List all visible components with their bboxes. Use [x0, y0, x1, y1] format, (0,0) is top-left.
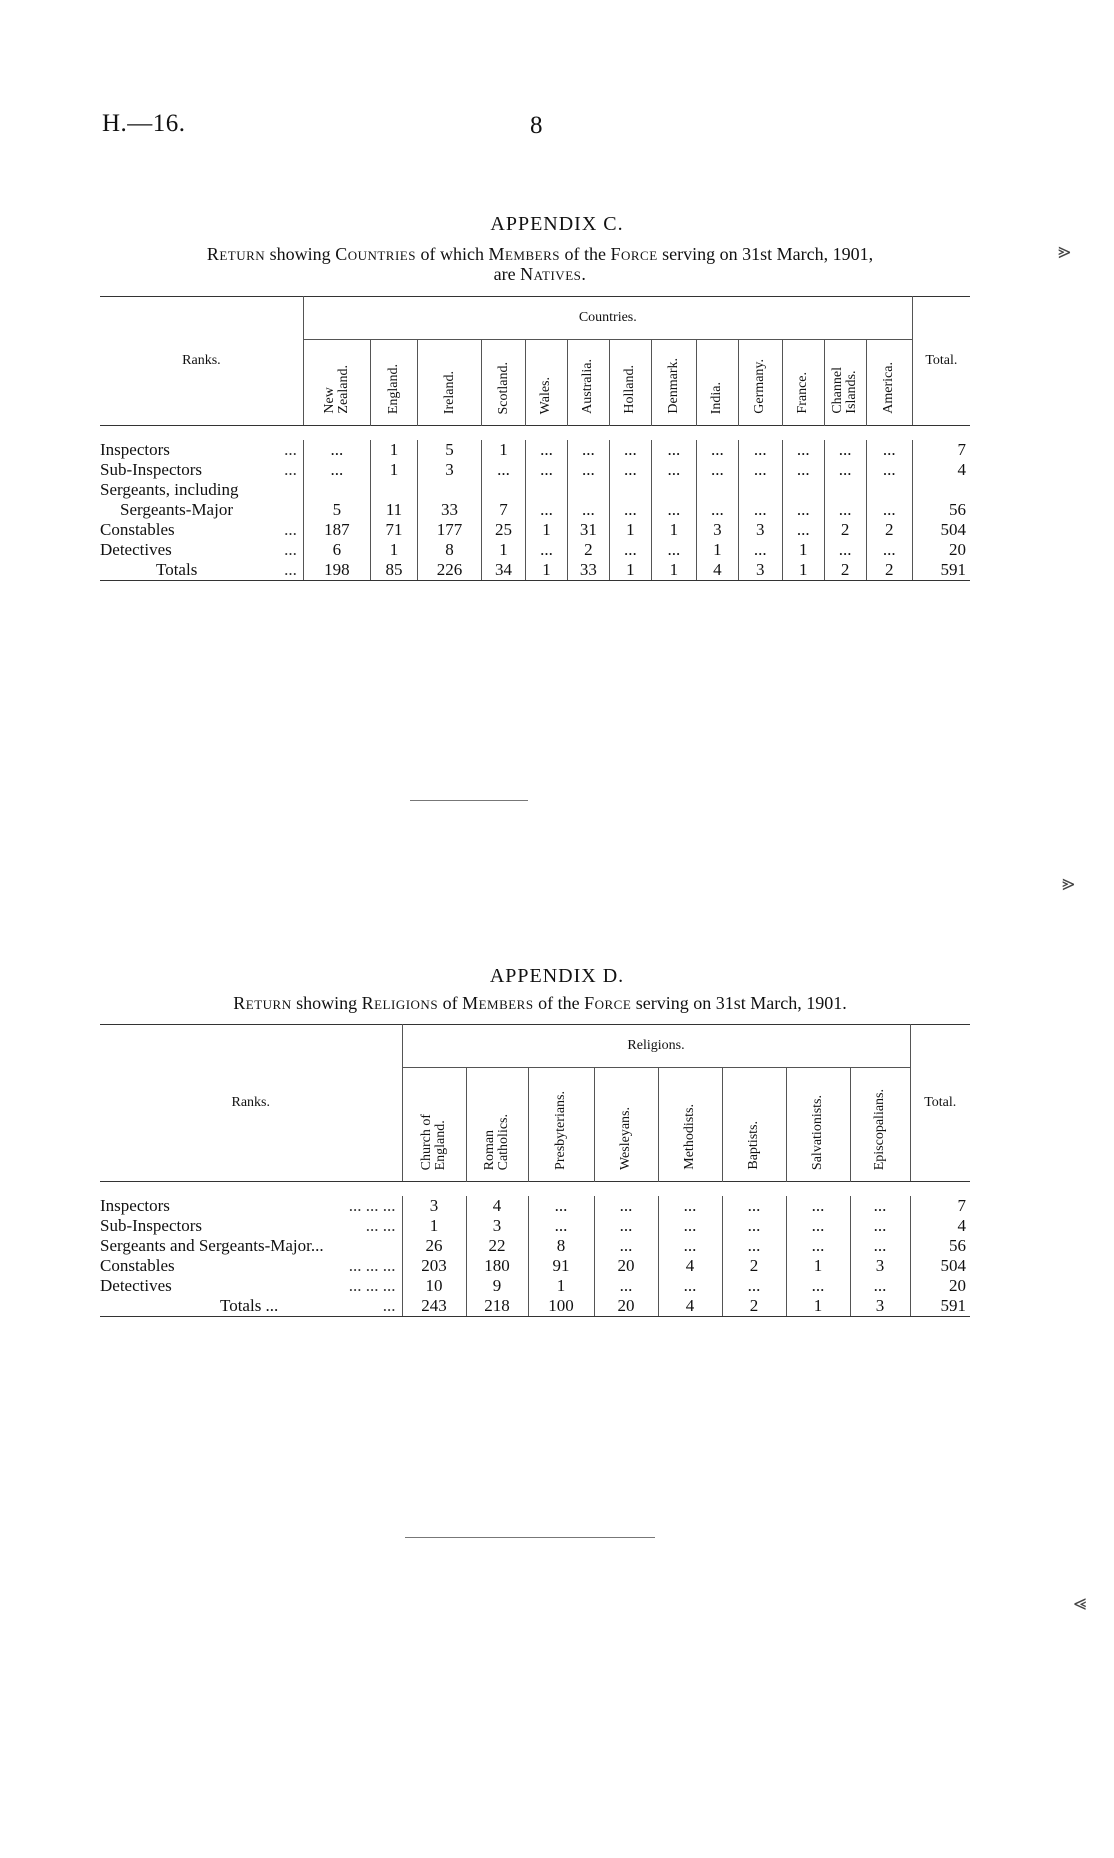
- subtitle-word: Members: [462, 993, 534, 1013]
- subtitle-word: of the: [560, 244, 611, 264]
- table-row: [100, 1256, 970, 1276]
- table-cell: ...: [738, 460, 782, 480]
- table-cell: ...: [651, 480, 696, 520]
- column-header: [303, 340, 370, 426]
- table-cell: 3: [696, 520, 738, 540]
- table-cell: ...: [738, 540, 782, 560]
- row-total-cell: 7: [912, 440, 970, 460]
- leader-dots: ...: [284, 440, 297, 459]
- table-row: [100, 540, 970, 560]
- table-cell: ...: [786, 1276, 850, 1296]
- column-header-label: Wesleyans.: [618, 1106, 633, 1170]
- table-cell: 25: [482, 520, 526, 540]
- totals-label: Totals: [156, 560, 198, 579]
- leader-dots: ... ... ...: [348, 1256, 396, 1275]
- table-cell: ...: [526, 480, 568, 520]
- subtitle-word: of: [438, 993, 463, 1013]
- column-header-label: France.: [795, 372, 811, 414]
- totals-cell: 226: [418, 560, 482, 581]
- appendix-d-subtitle: [100, 993, 980, 1013]
- table-row: [100, 1236, 970, 1256]
- table-cell: 1: [482, 540, 526, 560]
- table-cell: ...: [526, 540, 568, 560]
- rank-label: Inspectors: [100, 1196, 170, 1215]
- column-header: [594, 1068, 658, 1182]
- column-header: [722, 1068, 786, 1182]
- table-cell: 1: [696, 540, 738, 560]
- totals-label-cell: [100, 1296, 402, 1317]
- table-cell: ...: [696, 480, 738, 520]
- table-cell: 1: [528, 1276, 594, 1296]
- rank-cell: [100, 540, 303, 560]
- column-header-label: America.: [881, 362, 897, 414]
- table-cell: ...: [738, 440, 782, 460]
- table-cell: 177: [418, 520, 482, 540]
- table-cell: ...: [567, 480, 609, 520]
- rank-cell: [100, 520, 303, 540]
- table-cell: ...: [824, 540, 866, 560]
- subtitle-word: of the: [533, 993, 585, 1013]
- table-cell: 7: [482, 480, 526, 520]
- table-cell: ...: [782, 460, 824, 480]
- subtitle-word: serving on 31st March, 1901.: [631, 993, 847, 1013]
- totals-cell: 4: [696, 560, 738, 581]
- column-header-label: Church of England.: [419, 1113, 448, 1170]
- table-cell: ...: [786, 1236, 850, 1256]
- column-header-label: Presbyterians.: [553, 1091, 568, 1170]
- row-total-cell: 7: [910, 1196, 970, 1216]
- ranks-header: Ranks.: [100, 297, 303, 426]
- table-cell: 33: [418, 480, 482, 520]
- totals-cell: 1: [651, 560, 696, 581]
- row-total-cell: 56: [912, 480, 970, 520]
- table-cell: ...: [658, 1196, 722, 1216]
- leader-dots: ...: [284, 520, 297, 539]
- table-cell: ...: [528, 1216, 594, 1236]
- table-cell: ...: [866, 480, 912, 520]
- table-cell: ...: [850, 1196, 910, 1216]
- religions-group-header: Religions.: [402, 1025, 910, 1068]
- table-cell: 2: [567, 540, 609, 560]
- table-cell: 1: [482, 440, 526, 460]
- subtitle-word: serving on 31st March, 1901,: [657, 244, 874, 264]
- row-total-cell: 20: [910, 1276, 970, 1296]
- rank-cell: [100, 1256, 402, 1276]
- table-cell: 5: [303, 480, 370, 520]
- subtitle-word: showing: [291, 993, 362, 1013]
- subtitle-word: Religions: [361, 993, 439, 1013]
- table-cell: 71: [370, 520, 417, 540]
- margin-mark: ⪢: [1062, 870, 1075, 895]
- appendix-c-title: APPENDIX C.: [490, 213, 624, 235]
- table-cell: 10: [402, 1276, 466, 1296]
- subtitle-word: Force: [610, 244, 658, 264]
- column-header: [696, 340, 738, 426]
- table-cell: ...: [594, 1276, 658, 1296]
- rank-label: Constables: [100, 520, 175, 539]
- table-cell: 31: [567, 520, 609, 540]
- subtitle-word: Natives.: [520, 264, 587, 284]
- totals-cell: 85: [370, 560, 417, 581]
- column-header-label: Baptists.: [746, 1121, 761, 1170]
- table-cell: 5: [418, 440, 482, 460]
- table-cell: 4: [466, 1196, 528, 1216]
- totals-cell: 1: [526, 560, 568, 581]
- column-header-label: New Zealand.: [321, 365, 351, 414]
- totals-cell: 198: [303, 560, 370, 581]
- totals-cell: 3: [738, 560, 782, 581]
- table-cell: 1: [370, 440, 417, 460]
- leader-dots: ...: [284, 540, 297, 559]
- column-header-label: Holland.: [622, 365, 638, 414]
- leader-dots: ... ... ...: [348, 1276, 396, 1295]
- table-row: [100, 520, 970, 540]
- table-cell: ...: [594, 1236, 658, 1256]
- table-cell: 6: [303, 540, 370, 560]
- table-row: [100, 460, 970, 480]
- table-cell: ...: [658, 1276, 722, 1296]
- table-cell: ...: [594, 1216, 658, 1236]
- table-cell: 1: [370, 460, 417, 480]
- row-total-cell: 4: [910, 1216, 970, 1236]
- row-total-cell: 504: [912, 520, 970, 540]
- table-row: [100, 1216, 970, 1236]
- column-header: [658, 1068, 722, 1182]
- table-cell: ...: [651, 440, 696, 460]
- rank-label: Detectives: [100, 540, 172, 559]
- table-cell: 1: [609, 520, 651, 540]
- table-cell: ...: [609, 480, 651, 520]
- rank-label: Sergeants and Sergeants-Major...: [100, 1236, 324, 1255]
- table-cell: ...: [722, 1216, 786, 1236]
- countries-group-header: Countries.: [303, 297, 912, 340]
- rank-cell: [100, 1236, 402, 1256]
- table-row: [100, 440, 970, 460]
- column-header-label: Scotland.: [495, 361, 511, 414]
- table-cell: ...: [609, 460, 651, 480]
- table-cell: ...: [722, 1196, 786, 1216]
- leader-dots: ... ... ...: [348, 1196, 396, 1215]
- table-cell: ...: [786, 1196, 850, 1216]
- totals-cell: 1: [782, 560, 824, 581]
- grand-total-cell: 591: [912, 560, 970, 581]
- column-header-label: Germany.: [752, 359, 768, 414]
- countries-table: [100, 296, 970, 581]
- table-row: [100, 480, 970, 520]
- column-header-label: Australia.: [580, 359, 596, 414]
- column-header: [850, 1068, 910, 1182]
- totals-cell: 100: [528, 1296, 594, 1317]
- appendix-d-title: APPENDIX D.: [489, 965, 625, 987]
- leader-dots: ... ...: [365, 1216, 396, 1235]
- column-header: [466, 1068, 528, 1182]
- table-cell: 20: [594, 1256, 658, 1276]
- column-header: [528, 1068, 594, 1182]
- grand-total-cell: 591: [910, 1296, 970, 1317]
- table-cell: 22: [466, 1236, 528, 1256]
- rank-label: Constables: [100, 1256, 175, 1275]
- table-cell: 1: [526, 520, 568, 540]
- appendix-c-subtitle: [100, 244, 980, 284]
- page-number: 8: [530, 112, 543, 139]
- subtitle-word: Countries: [335, 244, 416, 264]
- table-cell: ...: [850, 1236, 910, 1256]
- table-cell: ...: [567, 460, 609, 480]
- subtitle-word: of which: [415, 244, 489, 264]
- subtitle-word: are: [493, 264, 521, 284]
- document-reference: H.—16.: [102, 110, 186, 137]
- totals-cell: 243: [402, 1296, 466, 1317]
- table-cell: 26: [402, 1236, 466, 1256]
- totals-cell: 3: [850, 1296, 910, 1317]
- column-header-label: Episcopalians.: [872, 1088, 887, 1170]
- subtitle-word: Return: [206, 244, 266, 264]
- row-total-cell: 20: [912, 540, 970, 560]
- rank-label-continued: Sergeants-Major: [120, 500, 233, 519]
- column-header: [782, 340, 824, 426]
- column-header-label: Ireland.: [441, 370, 457, 414]
- totals-cell: 2: [866, 560, 912, 581]
- table-cell: ...: [526, 440, 568, 460]
- table-cell: 2: [866, 520, 912, 540]
- table-cell: 8: [418, 540, 482, 560]
- table-cell: 3: [738, 520, 782, 540]
- table-cell: ...: [782, 520, 824, 540]
- totals-row: [100, 1296, 970, 1317]
- table-cell: 9: [466, 1276, 528, 1296]
- column-header-label: Methodists.: [682, 1104, 697, 1170]
- table-cell: ...: [609, 540, 651, 560]
- subtitle-word: showing: [265, 244, 336, 264]
- table-cell: 8: [528, 1236, 594, 1256]
- section-divider: [410, 800, 528, 801]
- table-cell: 180: [466, 1256, 528, 1276]
- rank-cell: [100, 1276, 402, 1296]
- rank-label: Sergeants, including: [100, 480, 239, 499]
- table-cell: ...: [738, 480, 782, 520]
- column-header-label: Roman Catholics.: [482, 1113, 511, 1170]
- column-header-label: Salvationists.: [810, 1094, 825, 1170]
- table-cell: 4: [658, 1256, 722, 1276]
- table-cell: 3: [850, 1256, 910, 1276]
- table-cell: ...: [594, 1196, 658, 1216]
- totals-cell: 4: [658, 1296, 722, 1317]
- table-cell: ...: [850, 1276, 910, 1296]
- column-header: [402, 1068, 466, 1182]
- row-total-cell: 4: [912, 460, 970, 480]
- rank-cell: [100, 1196, 402, 1216]
- table-cell: ...: [528, 1196, 594, 1216]
- table-cell: ...: [824, 460, 866, 480]
- margin-mark: ⪡: [1074, 1590, 1087, 1615]
- table-cell: 1: [370, 540, 417, 560]
- table-cell: 203: [402, 1256, 466, 1276]
- section-divider: [405, 1537, 655, 1538]
- table-cell: ...: [658, 1216, 722, 1236]
- table-cell: ...: [782, 480, 824, 520]
- total-header: Total.: [912, 297, 970, 426]
- rank-cell: [100, 460, 303, 480]
- leader-dots: ...: [284, 560, 297, 579]
- rank-label: Detectives: [100, 1276, 172, 1295]
- table-cell: 2: [824, 520, 866, 540]
- table-cell: ...: [824, 440, 866, 460]
- table-cell: ...: [722, 1276, 786, 1296]
- table-cell: ...: [696, 460, 738, 480]
- totals-label-cell: [100, 560, 303, 581]
- totals-cell: 33: [567, 560, 609, 581]
- table-cell: ...: [609, 440, 651, 460]
- table-row: [100, 1196, 970, 1216]
- column-header: [651, 340, 696, 426]
- table-cell: ...: [696, 440, 738, 460]
- column-header: [866, 340, 912, 426]
- rank-cell: [100, 480, 303, 520]
- table-cell: ...: [782, 440, 824, 460]
- table-cell: 3: [466, 1216, 528, 1236]
- table-cell: ...: [651, 540, 696, 560]
- row-total-cell: 56: [910, 1236, 970, 1256]
- leader-dots: ...: [382, 1296, 396, 1315]
- ranks-header: Ranks.: [100, 1025, 402, 1182]
- total-header: Total.: [910, 1025, 970, 1182]
- rank-label: Sub-Inspectors: [100, 460, 202, 479]
- column-header: [370, 340, 417, 426]
- margin-mark: ⪢: [1058, 238, 1071, 263]
- rank-cell: [100, 440, 303, 460]
- table-cell: 1: [402, 1216, 466, 1236]
- column-header: [738, 340, 782, 426]
- column-header: [786, 1068, 850, 1182]
- column-header: [418, 340, 482, 426]
- table-cell: ...: [482, 460, 526, 480]
- table-cell: ...: [866, 440, 912, 460]
- column-header-label: Channel Islands.: [830, 367, 860, 414]
- row-total-cell: 504: [910, 1256, 970, 1276]
- table-cell: ...: [866, 540, 912, 560]
- table-cell: 11: [370, 480, 417, 520]
- totals-cell: 20: [594, 1296, 658, 1317]
- table-cell: 91: [528, 1256, 594, 1276]
- table-cell: ...: [658, 1236, 722, 1256]
- totals-label: Totals ...: [220, 1296, 279, 1315]
- table-cell: 1: [786, 1256, 850, 1276]
- leader-dots: ...: [284, 460, 297, 479]
- table-cell: ...: [651, 460, 696, 480]
- rank-label: Inspectors: [100, 440, 170, 459]
- column-header: [526, 340, 568, 426]
- column-header-label: India.: [709, 381, 725, 414]
- table-cell: ...: [303, 460, 370, 480]
- table-cell: 3: [418, 460, 482, 480]
- totals-cell: 2: [824, 560, 866, 581]
- totals-cell: 2: [722, 1296, 786, 1317]
- column-header: [567, 340, 609, 426]
- column-header-label: Wales.: [538, 376, 554, 414]
- table-cell: ...: [866, 460, 912, 480]
- table-cell: 1: [651, 520, 696, 540]
- column-header-label: Denmark.: [665, 358, 681, 414]
- subtitle-word: Members: [488, 244, 560, 264]
- totals-cell: 34: [482, 560, 526, 581]
- totals-cell: 1: [786, 1296, 850, 1317]
- religions-table: [100, 1024, 970, 1317]
- column-header: [824, 340, 866, 426]
- totals-cell: 218: [466, 1296, 528, 1317]
- rank-label: Sub-Inspectors: [100, 1216, 202, 1235]
- rank-cell: [100, 1216, 402, 1236]
- subtitle-word: Force: [584, 993, 632, 1013]
- table-cell: ...: [303, 440, 370, 460]
- table-cell: ...: [567, 440, 609, 460]
- totals-row: [100, 560, 970, 581]
- table-cell: 1: [782, 540, 824, 560]
- table-cell: 187: [303, 520, 370, 540]
- column-header: [482, 340, 526, 426]
- column-header-label: England.: [386, 363, 401, 414]
- table-cell: 2: [722, 1256, 786, 1276]
- table-row: [100, 1276, 970, 1296]
- totals-cell: 1: [609, 560, 651, 581]
- table-cell: ...: [526, 460, 568, 480]
- subtitle-word: Return: [233, 993, 292, 1013]
- table-cell: ...: [850, 1216, 910, 1236]
- table-cell: 3: [402, 1196, 466, 1216]
- table-cell: ...: [786, 1216, 850, 1236]
- table-cell: ...: [722, 1236, 786, 1256]
- table-cell: ...: [824, 480, 866, 520]
- column-header: [609, 340, 651, 426]
